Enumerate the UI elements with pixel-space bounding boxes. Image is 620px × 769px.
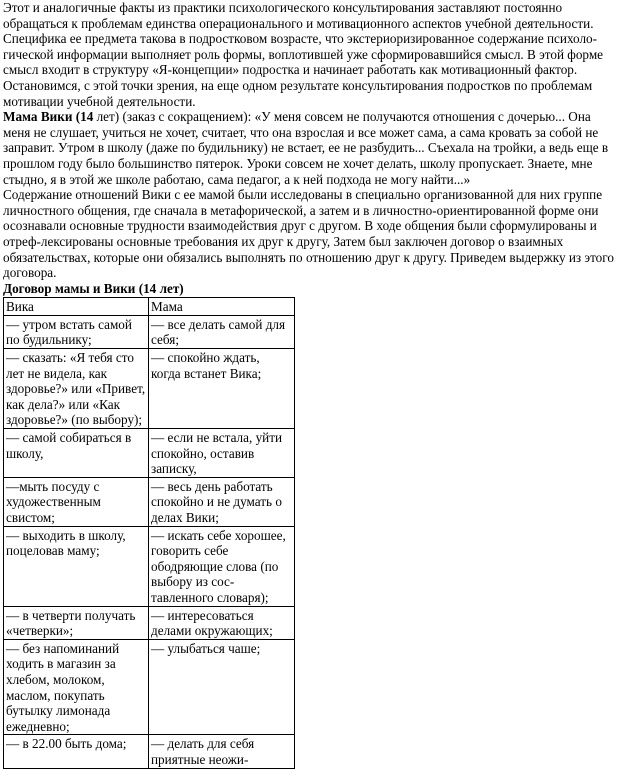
table-cell-mama: — искать себе хорошее, говорить себе ободряющие слова (по выбору из сос-тавленного словаря);: [149, 526, 295, 606]
table-cell-mama: — весь день работать спокойно и не думать о делах Вики;: [149, 477, 295, 526]
table-cell-vika: — в 22.00 быть дома;: [4, 735, 149, 768]
table-cell-vika: — утром встать самой по будильнику;: [4, 315, 149, 348]
table-row: [4, 315, 295, 348]
table-cell-vika: — самой собираться в школу,: [4, 429, 149, 478]
table-cell-mama: — спокойно ждать, когда встанет Вика;: [149, 349, 295, 429]
table-cell-vika: —мыть посуду с художественным свистом;: [4, 477, 149, 526]
paragraph-analysis: Содержание отношений Вики с ее мамой были исследованы в специально организованной для них группе личностного общения, где сначала в метафорической, а затем и в личностно-ориентированной форме они осознавали основные трудности взаимодействия друг с другом. В ходе общения были сформулированы и отреф-лексированы основные требования их друг к другу, Затем был заключен договор о взаимных обязательствах, которые они обязались выполнять по отношению друг к другу. Приведем выдержку из этого договора.: [3, 187, 614, 281]
table-row: [4, 429, 295, 478]
contract-title: Договор мамы и Вики (14 лет): [3, 280, 184, 296]
table-cell-vika: — в четверти получать «четверки»;: [4, 606, 149, 639]
case-text: лет) (заказ с сокращением): «У меня совсем не получаются отношения с дочерью... Она меня не слушает, учиться не хочет, считает, что она взрослая и все может сама, а сама кровать за собой не заправит. Утром в школу (даже по будильнику) не встает, ее не разбудить... Съехала на тройки, а ведь еще в прошлом году было большинство пятерок. Уроки совсем не хочет делать, школу пропускает. Знаете, мне стыдно, я в этой же школе работаю, сама педагог, а к ней подхода не могу найти...»: [3, 109, 609, 187]
paragraph-case: [3, 109, 618, 187]
table-row: [4, 639, 295, 735]
table-cell-mama: — все делать самой для себя;: [149, 315, 295, 348]
table-header-row: [4, 298, 295, 316]
table-row: [4, 477, 295, 526]
contract-table: [3, 297, 295, 768]
table-cell-mama: — если не встала, уйти спокойно, оставив записку,: [149, 429, 295, 478]
table-header-vika: Вика: [4, 298, 149, 316]
table-cell-mama: — интересоваться делами окружающих;: [149, 606, 295, 639]
table-row: [4, 735, 295, 768]
table-cell-vika: — сказать: «Я тебя сто лет не видела, как здоровье?» или «Привет, как дела?» или «Как здоровье?» (по выбору);: [4, 349, 149, 429]
table-row: [4, 349, 295, 429]
table-row: [4, 526, 295, 606]
table-cell-mama: — улыбаться чаше;: [149, 639, 295, 735]
table-cell-vika: — выходить в школу, поцеловав маму;: [4, 526, 149, 606]
paragraph-intro: Этот и аналогичные факты из практики психологического консультирования заставляют постоянно обращаться к проблемам единства операционального и мотивационного аспектов учебной деятельности. Специфика ее предмета такова в подростковом возрасте, что экстериоризированное содержание психоло-гической информации выполняет роль формы, воплотившей уже сформировавшийся смысл. В этой форме смысл входит в структуру «Я-концепции» подростка и начинает работать как мотивационный фактор. Остановимся, с этой точки зрения, на еще одном результате консультирования подростков по проблемам мотивации учебной деятельности.: [3, 0, 604, 109]
table-row: [4, 606, 295, 639]
table-cell-vika: — без напоминаний ходить в магазин за хлебом, молоком, маслом, покупать бутылку лимонада ежедневно;: [4, 639, 149, 735]
table-header-mama: Мама: [149, 298, 295, 316]
table-cell-mama: — делать для себя приятные неожи-: [149, 735, 295, 768]
case-title: Мама Вики (14: [3, 109, 94, 125]
